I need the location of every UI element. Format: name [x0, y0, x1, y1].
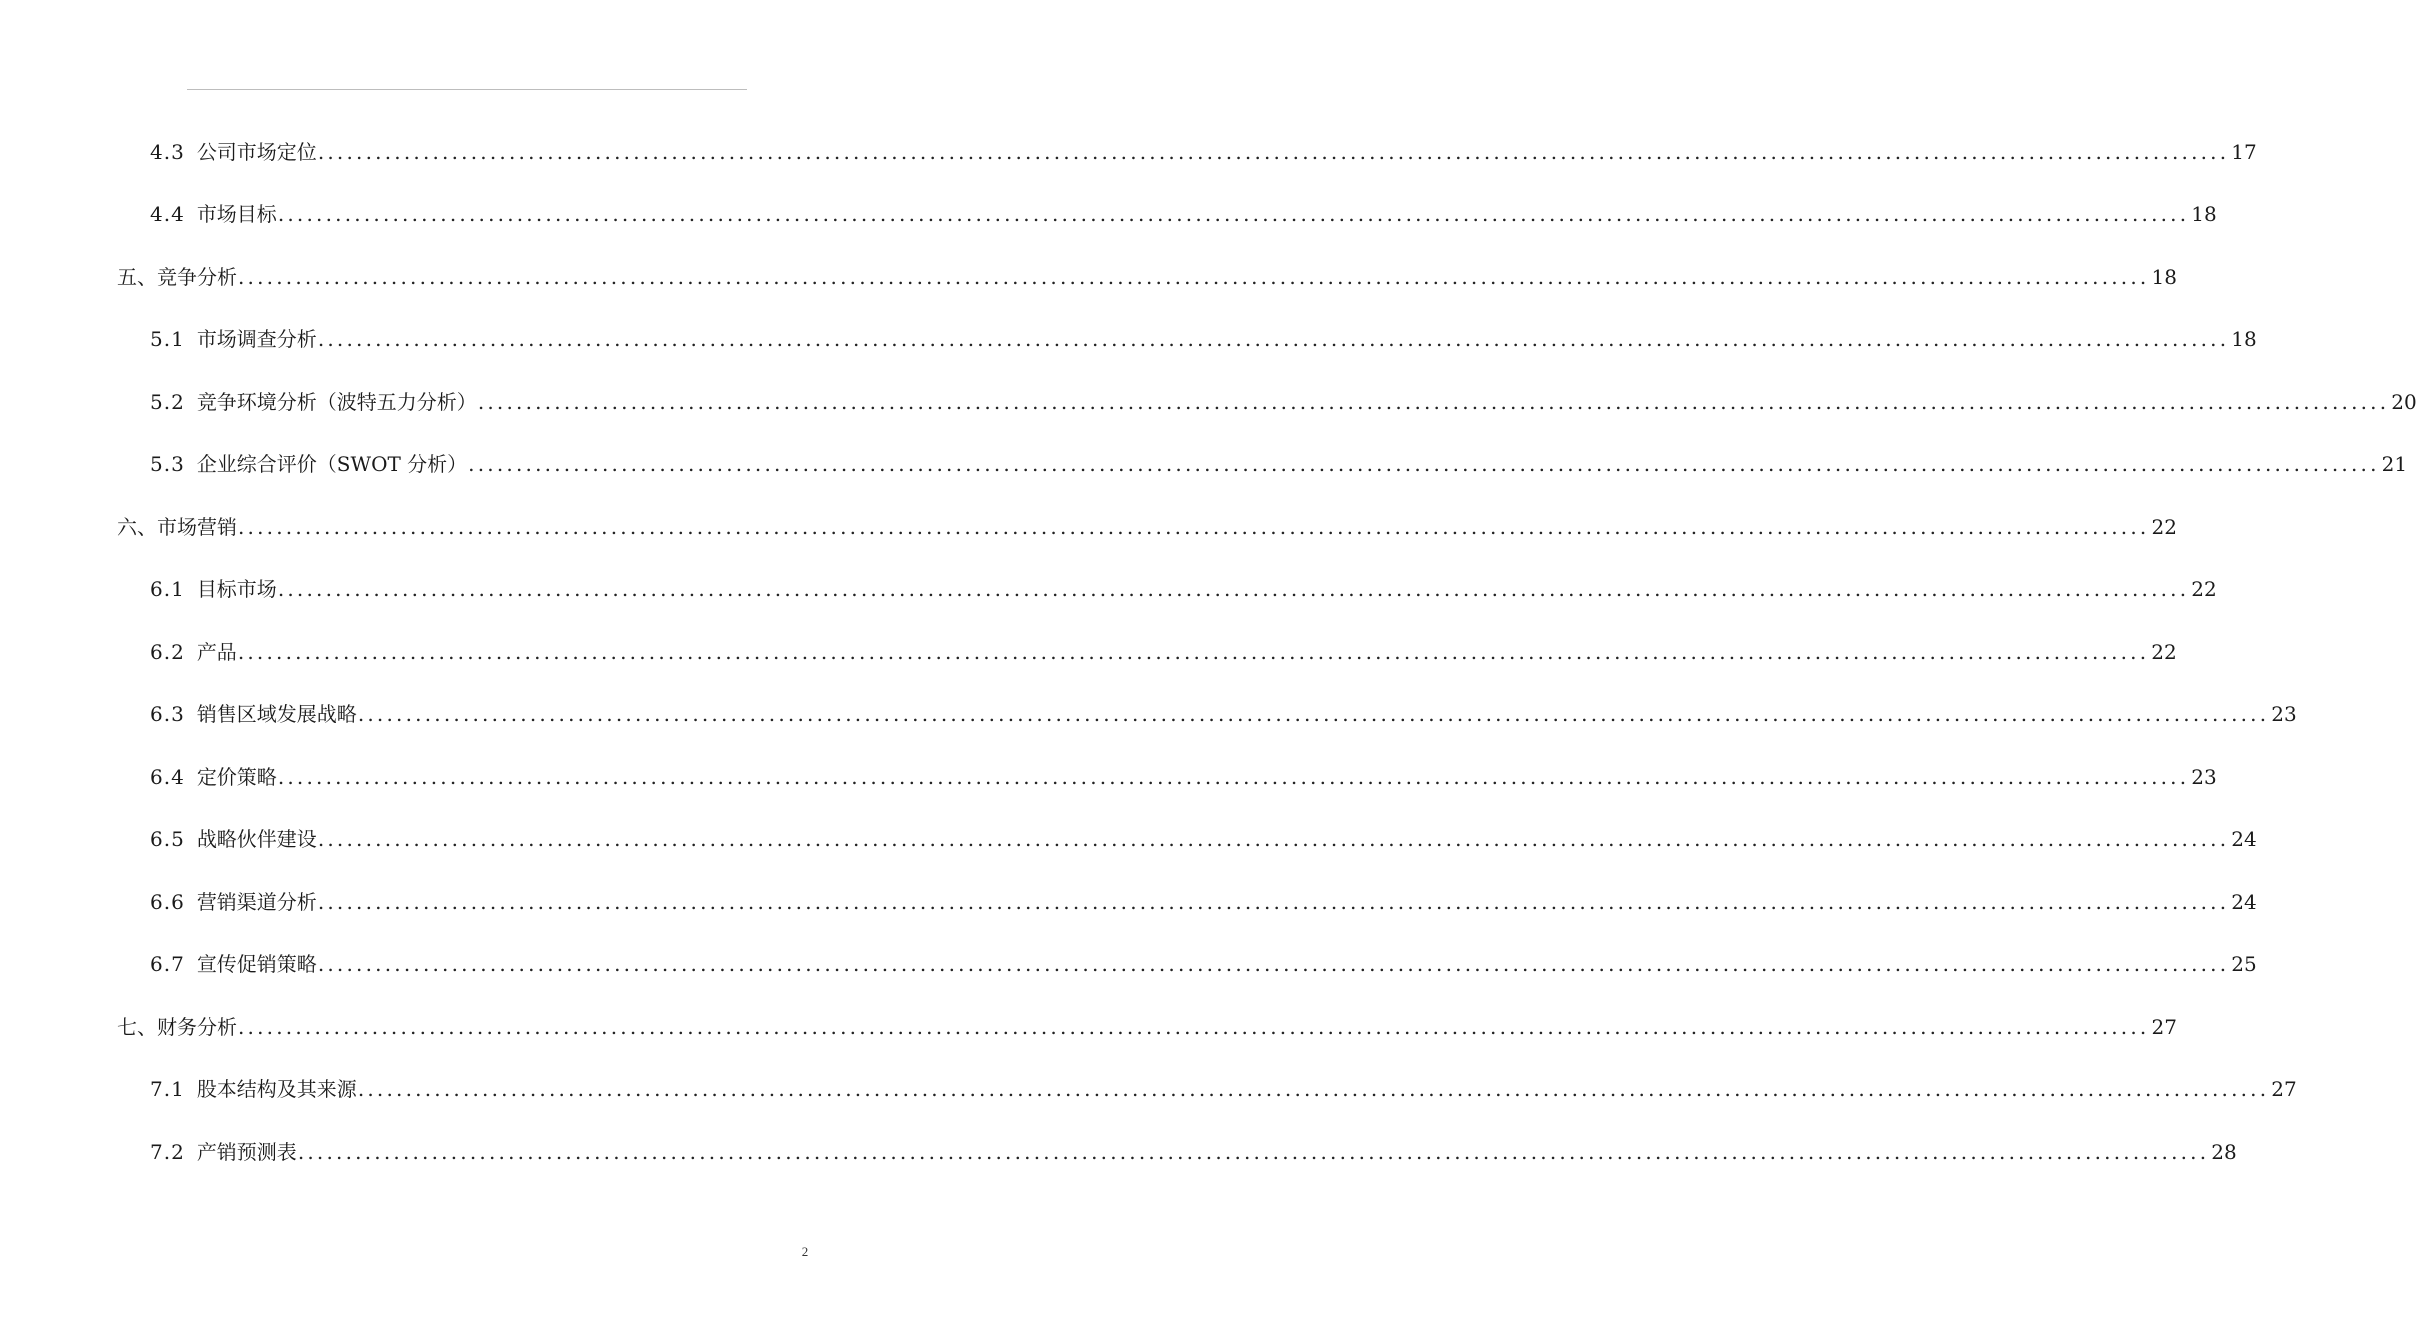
toc-entry-title: 营销渠道分析: [196, 890, 317, 914]
toc-dot-leader: ........................................................................................................................................................................................................: [297, 1140, 2210, 1164]
toc-entry-page: 22: [2151, 515, 2177, 539]
toc-entry[interactable]: [150, 1069, 2297, 1109]
toc-entry-title: 销售区域发展战略: [196, 702, 357, 726]
toc-dot-leader: ........................................................................................................................................................................................................: [317, 827, 2230, 851]
toc-dot-leader: ........................................................................................................................................................................................................: [238, 265, 2150, 289]
toc-entry-number: 5.2: [150, 390, 185, 414]
toc-chapter-entry[interactable]: [117, 1007, 2177, 1047]
toc-dot-leader: ........................................................................................................................................................................................................: [238, 1015, 2150, 1039]
toc-entry[interactable]: [150, 944, 2257, 984]
toc-entry-title: 产销预测表: [196, 1140, 297, 1164]
toc-dot-leader: ........................................................................................................................................................................................................: [317, 327, 2230, 351]
toc-dot-leader: ........................................................................................................................................................................................................: [317, 890, 2230, 914]
toc-entry-page: 17: [2231, 140, 2257, 164]
toc-dot-leader: ........................................................................................................................................................................................................: [317, 140, 2230, 164]
toc-entry[interactable]: [150, 569, 2217, 609]
toc-entry-number: 6.6: [150, 890, 185, 914]
toc-entry-number: 7.1: [150, 1077, 185, 1101]
toc-entry[interactable]: [150, 882, 2257, 922]
toc-entry-number: 6.3: [150, 702, 185, 726]
toc-entry-page: 25: [2231, 952, 2257, 976]
toc-entry[interactable]: [150, 444, 2408, 484]
toc-entry-page: 28: [2211, 1140, 2237, 1164]
toc-entry-page: 22: [2191, 577, 2217, 601]
toc-entry-title: 战略伙伴建设: [196, 827, 317, 851]
toc-dot-leader: ........................................................................................................................................................................................................: [477, 390, 2390, 414]
toc-entry-number: 6.2: [150, 640, 185, 664]
toc-entry-title: 宣传促销策略: [196, 952, 317, 976]
toc-entry-number: 7.2: [150, 1140, 185, 1164]
toc-entry-page: 27: [2151, 1015, 2177, 1039]
toc-entry-number: 5.3: [150, 452, 185, 476]
toc-entry-page: 18: [2151, 265, 2177, 289]
toc-entry-page: 22: [2151, 640, 2177, 664]
toc-entry-title: 六、市场营销: [117, 515, 237, 539]
toc-entry[interactable]: [150, 632, 2177, 672]
toc-dot-leader: ........................................................................................................................................................................................................: [277, 765, 2190, 789]
toc-entry-page: 20: [2391, 390, 2417, 414]
toc-entry-page: 24: [2231, 827, 2257, 851]
toc-chapter-entry[interactable]: [117, 507, 2177, 547]
toc-entry-title: 产品: [196, 640, 237, 664]
toc-entry-number: 4.3: [150, 140, 185, 164]
toc-entry[interactable]: [150, 132, 2257, 172]
toc-entry[interactable]: [150, 819, 2257, 859]
toc-entry-title: 七、财务分析: [117, 1015, 237, 1039]
toc-entry-page: 21: [2381, 452, 2408, 476]
toc-dot-leader: ........................................................................................................................................................................................................: [277, 577, 2190, 601]
toc-entry-title: 公司市场定位: [196, 140, 317, 164]
toc-entry-page: 24: [2231, 890, 2257, 914]
header-divider: [187, 89, 747, 90]
toc-entry-title: 五、竞争分析: [117, 265, 237, 289]
toc-entry-number: 4.4: [150, 202, 185, 226]
toc-entry-number: 6.4: [150, 765, 185, 789]
toc-entry-number: 6.5: [150, 827, 185, 851]
toc-entry-page: 18: [2191, 202, 2217, 226]
toc-entry[interactable]: [150, 694, 2297, 734]
toc-entry-title: 企业综合评价（SWOT 分析）: [196, 452, 468, 476]
toc-entry-title: 竞争环境分析（波特五力分析）: [196, 390, 477, 414]
toc-entry-number: 6.1: [150, 577, 185, 601]
toc-dot-leader: ........................................................................................................................................................................................................: [357, 1077, 2270, 1101]
toc-entry-title: 目标市场: [196, 577, 277, 601]
page-number: 2: [801, 1244, 809, 1259]
toc-entry[interactable]: [150, 194, 2217, 234]
toc-chapter-entry[interactable]: [117, 257, 2177, 297]
toc-entry-title: 市场调查分析: [196, 327, 317, 351]
toc-entry-page: 23: [2271, 702, 2297, 726]
toc-entry-page: 23: [2191, 765, 2217, 789]
toc-entry[interactable]: [150, 1132, 2237, 1172]
toc-entry-number: 5.1: [150, 327, 185, 351]
toc-entry-page: 27: [2271, 1077, 2297, 1101]
toc-entry[interactable]: [150, 382, 2417, 422]
toc-entry-page: 18: [2231, 327, 2257, 351]
toc-dot-leader: ........................................................................................................................................................................................................: [468, 452, 2380, 476]
toc-dot-leader: ........................................................................................................................................................................................................: [277, 202, 2190, 226]
toc-dot-leader: ........................................................................................................................................................................................................: [238, 515, 2150, 539]
toc-entry[interactable]: [150, 757, 2217, 797]
toc-entry[interactable]: [150, 319, 2257, 359]
toc-entry-title: 股本结构及其来源: [196, 1077, 357, 1101]
toc-entry-title: 定价策略: [196, 765, 277, 789]
toc-entry-number: 6.7: [150, 952, 185, 976]
toc-entry-title: 市场目标: [196, 202, 277, 226]
toc-dot-leader: ........................................................................................................................................................................................................: [357, 702, 2270, 726]
toc-dot-leader: ........................................................................................................................................................................................................: [317, 952, 2230, 976]
toc-dot-leader: ........................................................................................................................................................................................................: [237, 640, 2150, 664]
